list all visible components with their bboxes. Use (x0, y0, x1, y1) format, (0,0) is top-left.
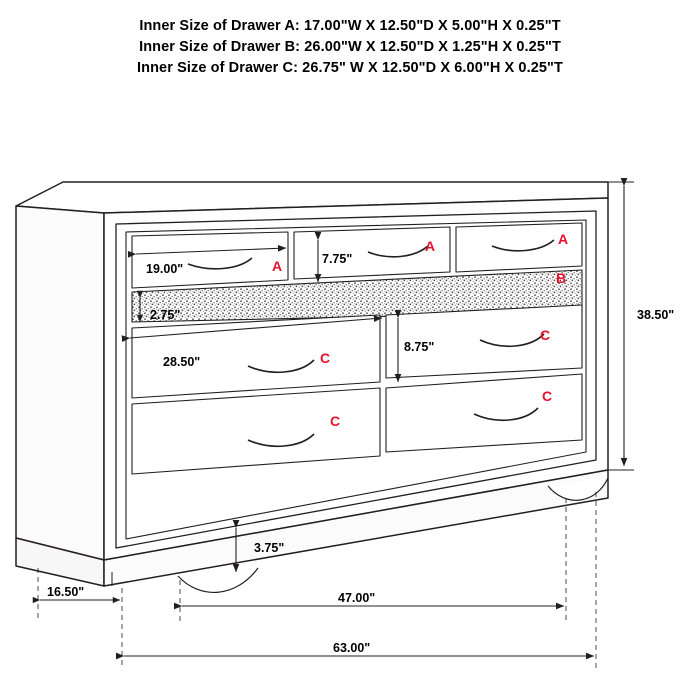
inner-size-drawer-a: Inner Size of Drawer A: 17.00"W X 12.50"D X 5.00"H X 0.25"T (139, 18, 561, 34)
dim-depth: 16.50" (47, 585, 85, 599)
tag-drawer-c3: C (542, 388, 553, 404)
tag-drawer-a2: A (425, 238, 436, 254)
dim-drawer-c-height: 8.75" (404, 340, 435, 354)
inner-size-drawer-b: Inner Size of Drawer B: 26.00"W X 12.50"D X 1.25"H X 0.25"T (139, 39, 561, 55)
inner-size-drawer-c: Inner Size of Drawer C: 26.75" W X 12.50"D X 6.00"H X 0.25"T (137, 60, 563, 76)
dim-total-width: 63.00" (333, 641, 371, 655)
dim-base-height: 3.75" (254, 541, 285, 555)
dim-front-width: 47.00" (338, 591, 376, 605)
dim-drawer-c-width: 28.50" (163, 355, 201, 369)
tag-drawer-b1: B (556, 270, 567, 286)
dim-drawer-a-height: 7.75" (322, 252, 353, 266)
dim-overall-height: 38.50" (637, 308, 675, 322)
tag-drawer-a3: A (558, 231, 569, 247)
tag-drawer-c1: C (540, 327, 551, 343)
tag-drawer-c4: C (330, 413, 341, 429)
tag-drawer-c2: C (320, 350, 331, 366)
dim-drawer-b-height: 2.75" (150, 308, 181, 322)
dim-drawer-a-width: 19.00" (146, 262, 184, 276)
tag-drawer-a1: A (272, 258, 283, 274)
